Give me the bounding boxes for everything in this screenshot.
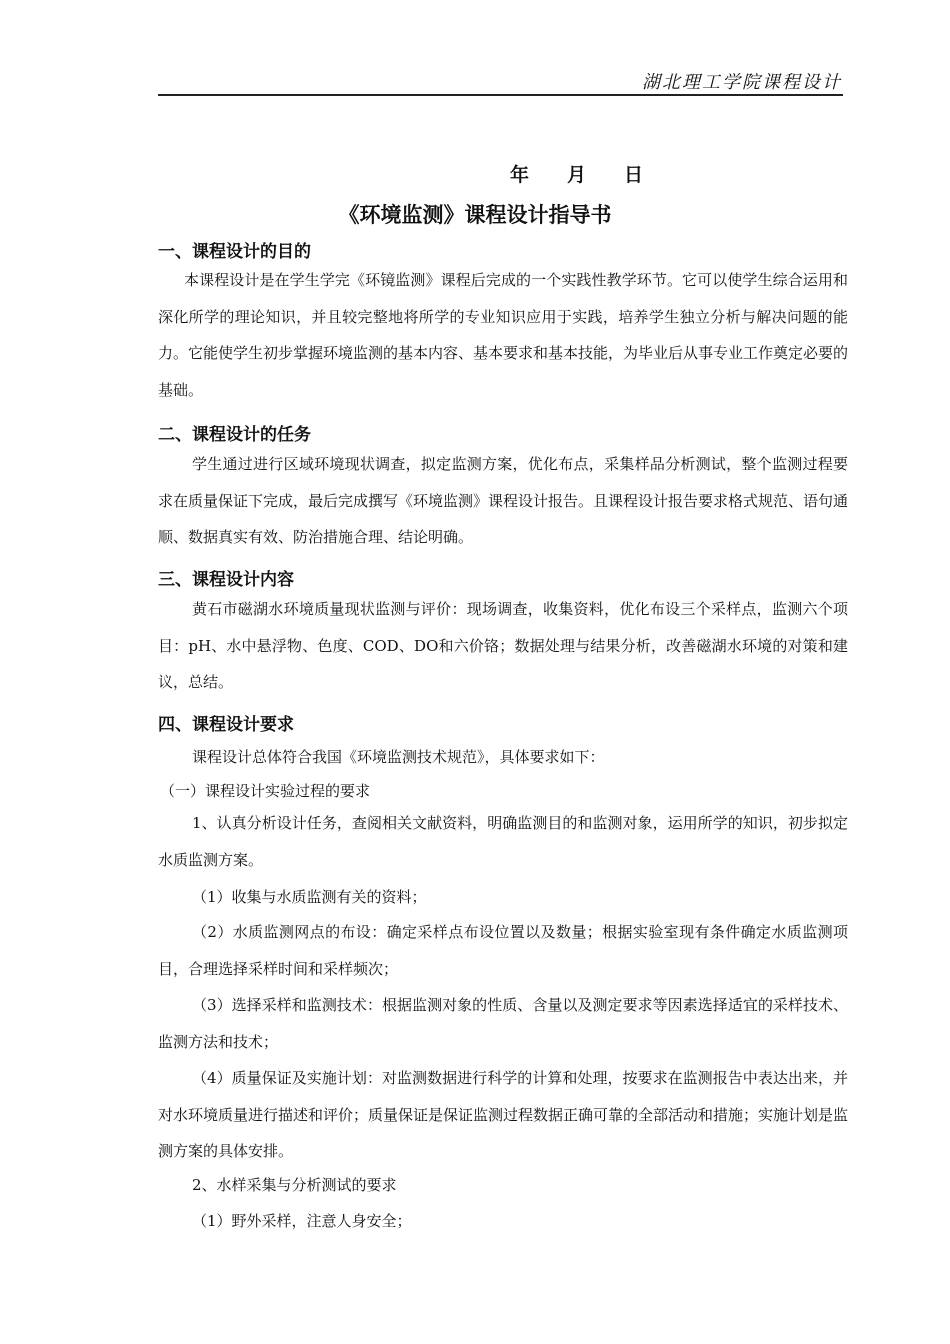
section-body-purpose: 本课程设计是在学生学完《环镜监测》课程后完成的一个实践性教学环节。它可以使学生综合运用和深化所学的理论知识，并且较完整地将所学的专业知识应用于实践，培养学生独立分析与解决问题的能力。它能使学生初步掌握环境监测的基本内容、基本要求和基本技能，为毕业后从事专业工作奠定必要的基础。 — [158, 271, 849, 399]
page-header: 湖北理工学院课程设计 — [642, 72, 842, 93]
requirement-item-2: 2、水样采集与分析测试的要求 — [192, 1176, 397, 1194]
date-day: 日 — [624, 164, 644, 186]
section-heading-purpose: 一、课程设计的目的 — [158, 242, 311, 262]
section-heading-requirements: 四、课程设计要求 — [158, 715, 294, 735]
header-rule — [158, 94, 843, 96]
section-body-task: 学生通过进行区域环境现状调查，拟定监测方案，优化布点，采集样品分析测试，整个监测过程要求在质量保证下完成，最后完成撰写《环境监测》课程设计报告。且课程设计报告要求格式规范、语句通顺、数据真实有效、防治措施合理、结论明确。 — [158, 455, 849, 546]
section-body-content: 黄石市磁湖水环境质量现状监测与评价：现场调查，收集资料，优化布设三个采样点，监测六个项目：pH、水中悬浮物、色度、COD、DO和六价铬；数据处理与结果分析，改善磁湖水环境的对策和建议，总结。 — [158, 600, 848, 691]
date-year: 年 — [510, 164, 530, 186]
section-heading-content: 三、课程设计内容 — [158, 570, 294, 590]
section-heading-task: 二、课程设计的任务 — [158, 425, 311, 445]
requirement-item-1-4: （4）质量保证及实施计划：对监测数据进行科学的计算和处理，按要求在监测报告中表达出来，并对水环境质量进行描述和评价；质量保证是保证监测过程数据正确可靠的全部活动和措施；实施计划是监测方案的具体安排。 — [158, 1069, 849, 1160]
requirement-item-2-1: （1）野外采样，注意人身安全； — [192, 1212, 412, 1230]
document-title: 《环境监测》课程设计指导书 — [338, 203, 612, 227]
date-month: 月 — [567, 164, 587, 186]
requirements-intro: 课程设计总体符合我国《环境监测技术规范》，具体要求如下： — [192, 748, 605, 766]
date-line — [510, 160, 643, 187]
requirement-item-1-3: （3）选择采样和监测技术：根据监测对象的性质、含量以及测定要求等因素选择适宜的采样技术、监测方法和技术； — [158, 996, 848, 1051]
requirement-item-1-1: （1）收集与水质监测有关的资料； — [192, 888, 427, 906]
requirement-item-1: 1、认真分析设计任务，查阅相关文献资料，明确监测目的和监测对象，运用所学的知识，初步拟定水质监测方案。 — [158, 814, 848, 869]
requirement-item-1-2: （2）水质监测网点的布设：确定采样点布设位置以及数量；根据实验室现有条件确定水质监测项目，合理选择采样时间和采样频次； — [158, 923, 848, 978]
subsection-heading-process: （一）课程设计实验过程的要求 — [160, 782, 371, 800]
